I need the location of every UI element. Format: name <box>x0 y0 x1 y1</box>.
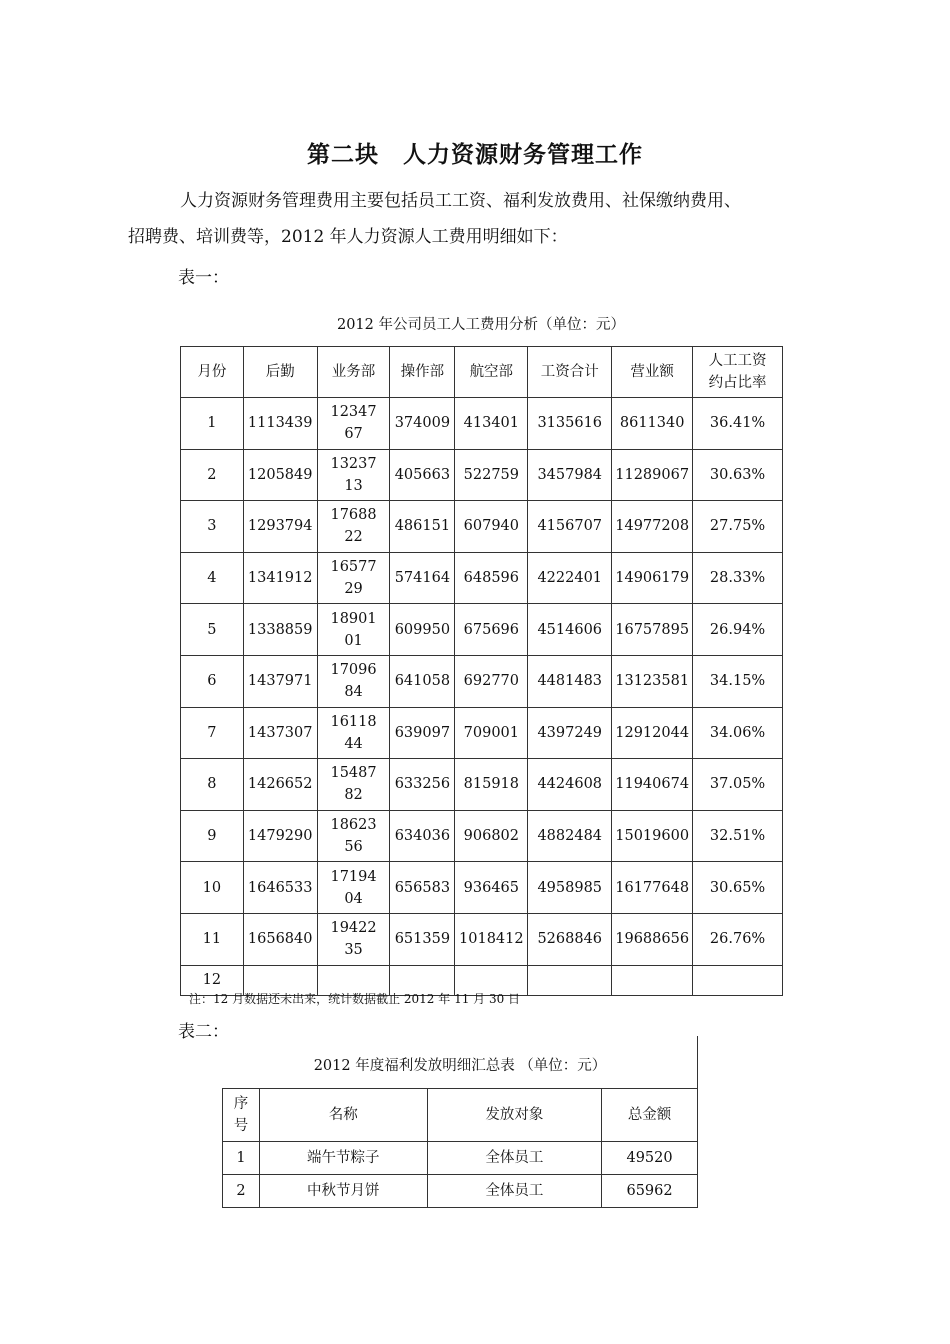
table-cell: 49520 <box>602 1142 698 1175</box>
table-cell: 19688656 <box>612 913 693 965</box>
table-cell: 1548782 <box>317 759 390 811</box>
table-cell: 4882484 <box>528 810 612 862</box>
table-cell: 634036 <box>390 810 455 862</box>
table-cell: 8611340 <box>612 398 693 450</box>
table-cell: 30.65% <box>693 862 783 914</box>
column-header: 航空部 <box>455 347 528 398</box>
table-cell: 16757895 <box>612 604 693 656</box>
table-cell: 34.06% <box>693 707 783 759</box>
column-header: 工资合计 <box>528 347 612 398</box>
column-header: 营业额 <box>612 347 693 398</box>
page-title: 第二块 人力资源财务管理工作 <box>307 142 643 168</box>
column-header: 操作部 <box>390 347 455 398</box>
table-cell: 1341912 <box>243 552 317 604</box>
table-cell: 1942235 <box>317 913 390 965</box>
table-cell: 1234767 <box>317 398 390 450</box>
table2-label: 表二： <box>178 1022 229 1042</box>
table-cell: 4222401 <box>528 552 612 604</box>
table-cell: 656583 <box>390 862 455 914</box>
column-header: 业务部 <box>317 347 390 398</box>
table-cell: 65962 <box>602 1175 698 1208</box>
table-row <box>181 913 783 965</box>
column-header: 总金额 <box>602 1089 698 1142</box>
table-row <box>223 1175 698 1208</box>
welfare-table <box>222 1088 698 1208</box>
table-row <box>181 707 783 759</box>
table-cell: 4 <box>181 552 244 604</box>
table-cell: 5 <box>181 604 244 656</box>
intro-paragraph <box>128 183 828 255</box>
table-cell: 14906179 <box>612 552 693 604</box>
column-header: 序号 <box>223 1089 260 1142</box>
table-cell: 中秋节月饼 <box>259 1175 427 1208</box>
table-cell: 405663 <box>390 449 455 501</box>
table-cell: 6 <box>181 655 244 707</box>
table-header-row <box>181 347 783 398</box>
table-cell: 1656840 <box>243 913 317 965</box>
table-header-row <box>223 1089 698 1142</box>
table-cell: 675696 <box>455 604 528 656</box>
table-cell: 5268846 <box>528 913 612 965</box>
table1-note: 注：12 月数据还未出来，统计数据截止 2012 年 11 月 30 日 <box>189 992 521 1006</box>
table-cell: 11289067 <box>612 449 693 501</box>
table-cell: 1426652 <box>243 759 317 811</box>
table-cell: 4514606 <box>528 604 612 656</box>
table-cell: 522759 <box>455 449 528 501</box>
table-cell: 574164 <box>390 552 455 604</box>
table-cell: 27.75% <box>693 501 783 553</box>
table-row <box>223 1142 698 1175</box>
table-cell: 1768822 <box>317 501 390 553</box>
table-row <box>181 552 783 604</box>
table-cell: 37.05% <box>693 759 783 811</box>
table-cell <box>693 965 783 995</box>
table-cell: 1113439 <box>243 398 317 450</box>
intro-line-1: 人力资源财务管理费用主要包括员工工资、福利发放费用、社保缴纳费用、 <box>180 191 741 211</box>
table-cell: 1323713 <box>317 449 390 501</box>
table-cell: 1 <box>223 1142 260 1175</box>
table-row <box>181 604 783 656</box>
table-cell: 15019600 <box>612 810 693 862</box>
table-row <box>181 655 783 707</box>
table-row <box>181 398 783 450</box>
table-row <box>181 501 783 553</box>
table-row <box>181 810 783 862</box>
table-cell: 16177648 <box>612 862 693 914</box>
table-cell: 1890101 <box>317 604 390 656</box>
column-header: 发放对象 <box>427 1089 602 1142</box>
table-cell: 1018412 <box>455 913 528 965</box>
table-cell: 端午节粽子 <box>259 1142 427 1175</box>
table-cell: 4397249 <box>528 707 612 759</box>
table-cell: 936465 <box>455 862 528 914</box>
table-cell: 12912044 <box>612 707 693 759</box>
table-cell <box>528 965 612 995</box>
table-cell: 1293794 <box>243 501 317 553</box>
table-cell: 1862356 <box>317 810 390 862</box>
table-cell: 4156707 <box>528 501 612 553</box>
table1-caption: 2012 年公司员工人工费用分析（单位：元） <box>336 317 625 333</box>
table-cell: 12 <box>181 965 244 995</box>
table-cell: 1709684 <box>317 655 390 707</box>
column-header: 月份 <box>181 347 244 398</box>
table-cell: 2 <box>223 1175 260 1208</box>
column-header: 名称 <box>259 1089 427 1142</box>
table-cell: 633256 <box>390 759 455 811</box>
table-cell: 3457984 <box>528 449 612 501</box>
table-cell: 1 <box>181 398 244 450</box>
table-cell: 641058 <box>390 655 455 707</box>
table-cell: 8 <box>181 759 244 811</box>
table-cell: 32.51% <box>693 810 783 862</box>
salary-table <box>180 346 783 996</box>
table-cell: 11 <box>181 913 244 965</box>
table-cell: 36.41% <box>693 398 783 450</box>
table-cell: 26.94% <box>693 604 783 656</box>
table-cell: 709001 <box>455 707 528 759</box>
table-cell: 30.63% <box>693 449 783 501</box>
table-cell: 486151 <box>390 501 455 553</box>
table-cell: 1657729 <box>317 552 390 604</box>
table2-caption: 2012 年度福利发放明细汇总表 （单位：元） <box>313 1058 607 1074</box>
table-cell: 13123581 <box>612 655 693 707</box>
table-cell: 11940674 <box>612 759 693 811</box>
table-cell: 607940 <box>455 501 528 553</box>
table-cell: 34.15% <box>693 655 783 707</box>
column-header: 后勤 <box>243 347 317 398</box>
table-cell: 639097 <box>390 707 455 759</box>
table-cell: 1338859 <box>243 604 317 656</box>
table-cell: 692770 <box>455 655 528 707</box>
table-cell <box>612 965 693 995</box>
table-cell: 4481483 <box>528 655 612 707</box>
table-cell: 1205849 <box>243 449 317 501</box>
table-cell: 1646533 <box>243 862 317 914</box>
table-cell: 14977208 <box>612 501 693 553</box>
table-row <box>181 862 783 914</box>
intro-line-2: 招聘费、培训费等，2012 年人力资源人工费用明细如下： <box>128 227 568 247</box>
table-cell: 1437307 <box>243 707 317 759</box>
table-cell: 1437971 <box>243 655 317 707</box>
table-cell: 10 <box>181 862 244 914</box>
table-cell: 28.33% <box>693 552 783 604</box>
table-cell: 609950 <box>390 604 455 656</box>
table-row <box>181 759 783 811</box>
table-cell: 906802 <box>455 810 528 862</box>
column-header: 人工工资约占比率 <box>693 347 783 398</box>
table-cell: 3 <box>181 501 244 553</box>
table-row <box>181 449 783 501</box>
table-cell: 4958985 <box>528 862 612 914</box>
table-cell: 9 <box>181 810 244 862</box>
table-cell: 全体员工 <box>427 1175 602 1208</box>
table-cell: 26.76% <box>693 913 783 965</box>
table-cell: 4424608 <box>528 759 612 811</box>
table-cell: 815918 <box>455 759 528 811</box>
table1-label: 表一： <box>178 268 229 288</box>
table-cell: 648596 <box>455 552 528 604</box>
table-cell: 413401 <box>455 398 528 450</box>
table-cell: 7 <box>181 707 244 759</box>
table-cell: 651359 <box>390 913 455 965</box>
table-cell: 1479290 <box>243 810 317 862</box>
table-cell: 374009 <box>390 398 455 450</box>
table-cell: 1611844 <box>317 707 390 759</box>
table-cell: 3135616 <box>528 398 612 450</box>
table-cell: 2 <box>181 449 244 501</box>
table-cell: 1719404 <box>317 862 390 914</box>
table-cell: 全体员工 <box>427 1142 602 1175</box>
